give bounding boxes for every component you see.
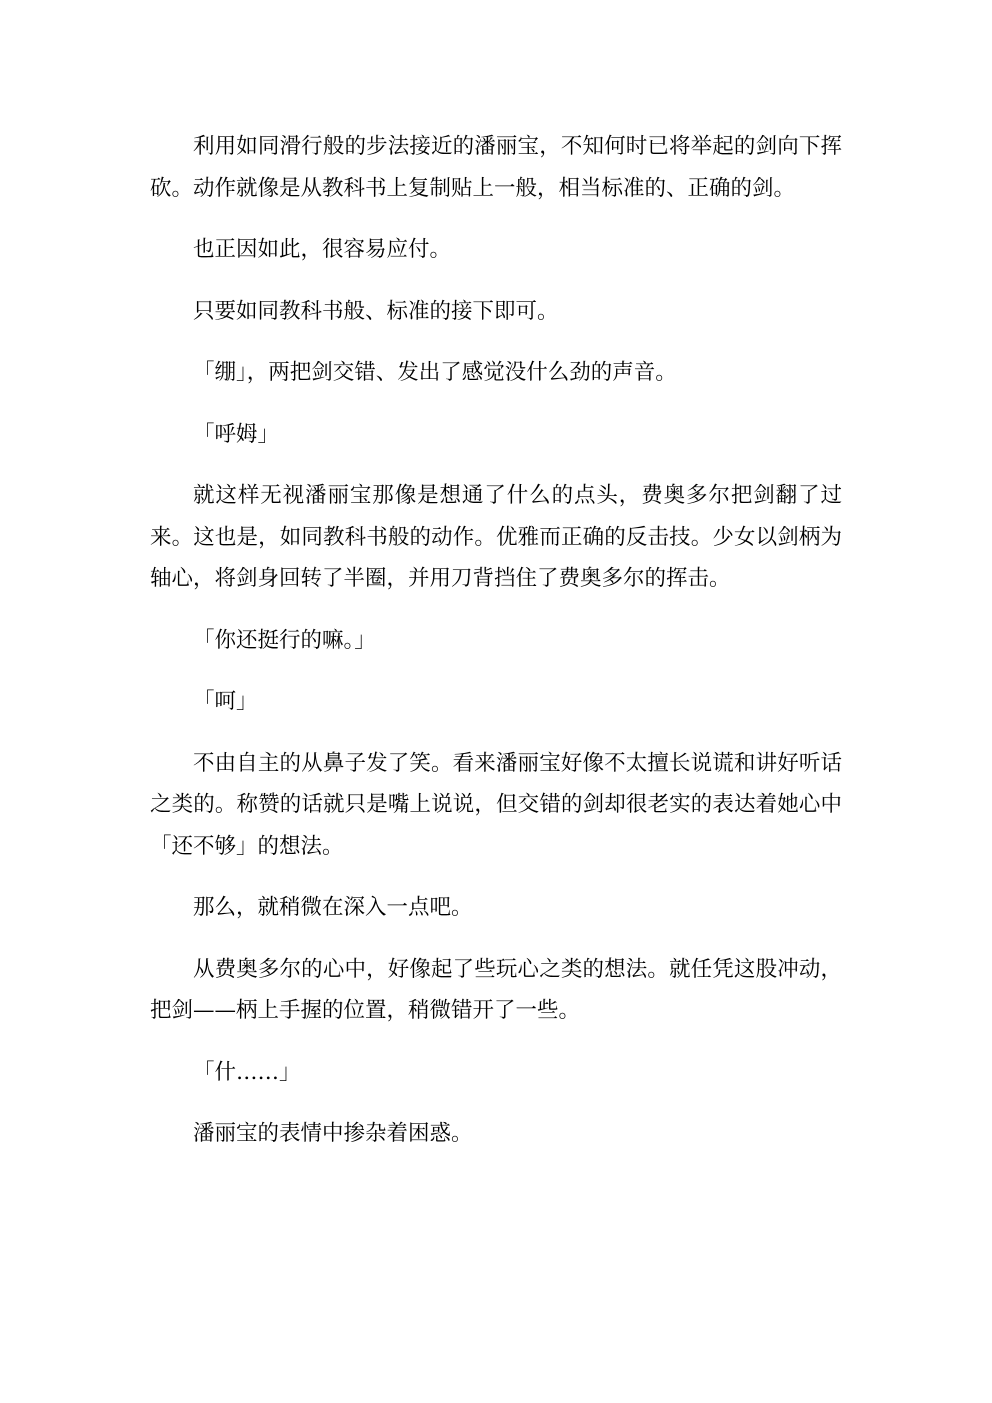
paragraph: 从费奥多尔的心中，好像起了些玩心之类的想法。就任凭这股冲动，把剑——柄上手握的位置，稍微错开了一些。 — [150, 956, 842, 1023]
paragraph: 「你还挺行的嘛。」 — [193, 627, 376, 653]
paragraph: 也正因如此，很容易应付。 — [193, 237, 452, 262]
text-body — [150, 126, 842, 1175]
paragraph: 只要如同教科书般、标准的接下即可。 — [193, 298, 559, 324]
paragraph: 「呵」 — [193, 689, 258, 714]
paragraph: 潘丽宝的表情中掺杂着困惑。 — [193, 1121, 473, 1146]
paragraph: 不由自主的从鼻子发了笑。看来潘丽宝好像不太擅长说谎和讲好听话之类的。称赞的话就只是嘴上说说，但交错的剑却很老实的表达着她心中「还不够」的想法。 — [150, 750, 842, 859]
paragraph: 就这样无视潘丽宝那像是想通了什么的点头，费奥多尔把剑翻了过来。这也是，如同教科书般的动作。优雅而正确的反击技。少女以剑柄为轴心，将剑身回转了半圈，并用刀背挡住了费奥多尔的挥击。 — [150, 483, 842, 591]
paragraph: 那么，就稍微在深入一点吧。 — [193, 895, 473, 920]
paragraph: 「绷」，两把剑交错、发出了感觉没什么劲的声音。 — [193, 360, 677, 385]
paragraph: 「什……」 — [193, 1059, 301, 1085]
paragraph: 「呼姆」 — [193, 421, 280, 447]
paragraph: 利用如同滑行般的步法接近的潘丽宝，不知何时已将举起的剑向下挥砍。动作就像是从教科书上复制贴上一般，相当标准的、正确的剑。 — [150, 134, 842, 201]
